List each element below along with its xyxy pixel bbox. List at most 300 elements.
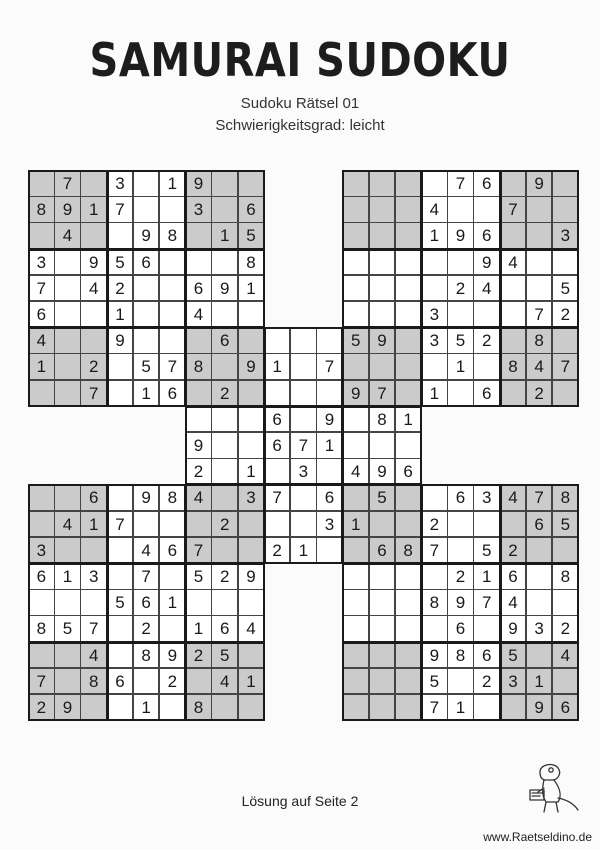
sudoku-cell[interactable]: [342, 170, 369, 197]
sudoku-cell[interactable]: 1: [473, 563, 500, 590]
sudoku-cell[interactable]: [80, 537, 107, 564]
sudoku-cell[interactable]: 6: [185, 275, 212, 302]
sudoku-cell[interactable]: [28, 170, 55, 197]
sudoku-cell[interactable]: 7: [369, 380, 396, 407]
sudoku-cell[interactable]: 9: [316, 406, 343, 433]
sudoku-cell[interactable]: [447, 537, 474, 564]
sudoku-cell[interactable]: [316, 327, 343, 354]
sudoku-cell[interactable]: [500, 170, 527, 197]
sudoku-cell[interactable]: [447, 301, 474, 328]
sudoku-cell[interactable]: 9: [80, 249, 107, 276]
sudoku-cell[interactable]: 4: [80, 642, 107, 669]
sudoku-cell[interactable]: 2: [159, 668, 186, 695]
sudoku-cell[interactable]: [28, 642, 55, 669]
sudoku-cell[interactable]: 3: [421, 327, 448, 354]
sudoku-cell[interactable]: 2: [421, 511, 448, 538]
sudoku-cell[interactable]: [80, 589, 107, 616]
sudoku-cell[interactable]: 5: [54, 615, 81, 642]
sudoku-cell[interactable]: 6: [369, 537, 396, 564]
sudoku-cell[interactable]: 1: [133, 380, 160, 407]
sudoku-cell[interactable]: [28, 589, 55, 616]
sudoku-cell[interactable]: 2: [447, 275, 474, 302]
sudoku-cell[interactable]: 8: [526, 327, 553, 354]
sudoku-cell[interactable]: [369, 511, 396, 538]
sudoku-cell[interactable]: [421, 563, 448, 590]
sudoku-cell[interactable]: 9: [238, 563, 265, 590]
sudoku-cell[interactable]: [238, 537, 265, 564]
sudoku-cell[interactable]: [447, 380, 474, 407]
sudoku-cell[interactable]: [54, 484, 81, 511]
sudoku-cell[interactable]: 2: [28, 694, 55, 721]
sudoku-cell[interactable]: 5: [342, 327, 369, 354]
sudoku-cell[interactable]: 6: [211, 327, 238, 354]
sudoku-cell[interactable]: 7: [552, 353, 579, 380]
sudoku-cell[interactable]: [159, 196, 186, 223]
sudoku-cell[interactable]: [369, 353, 396, 380]
sudoku-cell[interactable]: 1: [80, 511, 107, 538]
sudoku-cell[interactable]: 4: [473, 275, 500, 302]
sudoku-cell[interactable]: [395, 275, 422, 302]
sudoku-cell[interactable]: 9: [473, 249, 500, 276]
sudoku-cell[interactable]: 9: [342, 380, 369, 407]
sudoku-cell[interactable]: 5: [552, 275, 579, 302]
sudoku-cell[interactable]: [80, 694, 107, 721]
sudoku-cell[interactable]: [526, 563, 553, 590]
sudoku-cell[interactable]: [395, 353, 422, 380]
sudoku-cell[interactable]: [526, 589, 553, 616]
sudoku-cell[interactable]: [133, 327, 160, 354]
sudoku-cell[interactable]: [54, 301, 81, 328]
sudoku-cell[interactable]: 1: [54, 563, 81, 590]
sudoku-cell[interactable]: [421, 275, 448, 302]
sudoku-cell[interactable]: 1: [133, 694, 160, 721]
sudoku-cell[interactable]: [28, 380, 55, 407]
sudoku-cell[interactable]: [342, 615, 369, 642]
sudoku-cell[interactable]: 9: [159, 642, 186, 669]
sudoku-cell[interactable]: 7: [107, 196, 134, 223]
sudoku-cell[interactable]: 8: [185, 353, 212, 380]
sudoku-cell[interactable]: 8: [552, 484, 579, 511]
sudoku-cell[interactable]: 6: [552, 694, 579, 721]
sudoku-cell[interactable]: 2: [185, 642, 212, 669]
sudoku-cell[interactable]: [342, 537, 369, 564]
sudoku-cell[interactable]: [238, 327, 265, 354]
sudoku-cell[interactable]: 1: [316, 432, 343, 459]
sudoku-cell[interactable]: [342, 642, 369, 669]
sudoku-cell[interactable]: [369, 432, 396, 459]
sudoku-cell[interactable]: 4: [500, 249, 527, 276]
sudoku-cell[interactable]: [342, 196, 369, 223]
sudoku-cell[interactable]: [342, 589, 369, 616]
sudoku-cell[interactable]: 1: [238, 275, 265, 302]
sudoku-cell[interactable]: [290, 380, 317, 407]
sudoku-cell[interactable]: [185, 380, 212, 407]
sudoku-cell[interactable]: [369, 301, 396, 328]
sudoku-cell[interactable]: 3: [28, 249, 55, 276]
sudoku-cell[interactable]: 5: [238, 222, 265, 249]
sudoku-cell[interactable]: [290, 353, 317, 380]
sudoku-cell[interactable]: [159, 511, 186, 538]
sudoku-cell[interactable]: [342, 353, 369, 380]
sudoku-cell[interactable]: [211, 353, 238, 380]
sudoku-cell[interactable]: 8: [369, 406, 396, 433]
sudoku-cell[interactable]: [526, 537, 553, 564]
sudoku-cell[interactable]: [185, 406, 212, 433]
sudoku-cell[interactable]: [54, 249, 81, 276]
sudoku-cell[interactable]: 4: [133, 537, 160, 564]
sudoku-cell[interactable]: [552, 589, 579, 616]
sudoku-cell[interactable]: 1: [185, 615, 212, 642]
sudoku-cell[interactable]: 6: [264, 432, 291, 459]
sudoku-cell[interactable]: [421, 353, 448, 380]
sudoku-cell[interactable]: 4: [211, 668, 238, 695]
sudoku-cell[interactable]: 9: [238, 353, 265, 380]
sudoku-cell[interactable]: 6: [473, 642, 500, 669]
sudoku-cell[interactable]: [107, 563, 134, 590]
sudoku-cell[interactable]: 1: [447, 694, 474, 721]
sudoku-cell[interactable]: 5: [107, 589, 134, 616]
sudoku-cell[interactable]: [264, 380, 291, 407]
sudoku-cell[interactable]: [369, 642, 396, 669]
sudoku-cell[interactable]: 9: [526, 170, 553, 197]
sudoku-cell[interactable]: 9: [133, 222, 160, 249]
sudoku-cell[interactable]: [473, 301, 500, 328]
sudoku-cell[interactable]: [342, 301, 369, 328]
sudoku-cell[interactable]: [185, 249, 212, 276]
sudoku-cell[interactable]: [264, 327, 291, 354]
sudoku-cell[interactable]: 8: [238, 249, 265, 276]
sudoku-cell[interactable]: 8: [159, 222, 186, 249]
sudoku-cell[interactable]: [211, 537, 238, 564]
sudoku-cell[interactable]: 3: [316, 511, 343, 538]
sudoku-cell[interactable]: [159, 301, 186, 328]
sudoku-cell[interactable]: 9: [526, 694, 553, 721]
sudoku-cell[interactable]: [316, 380, 343, 407]
sudoku-cell[interactable]: 1: [159, 589, 186, 616]
sudoku-cell[interactable]: 7: [421, 694, 448, 721]
sudoku-cell[interactable]: 9: [133, 484, 160, 511]
sudoku-cell[interactable]: [290, 406, 317, 433]
sudoku-cell[interactable]: [447, 511, 474, 538]
sudoku-cell[interactable]: 7: [421, 537, 448, 564]
sudoku-cell[interactable]: 1: [80, 196, 107, 223]
sudoku-cell[interactable]: [342, 275, 369, 302]
sudoku-cell[interactable]: [395, 484, 422, 511]
sudoku-cell[interactable]: 3: [107, 170, 134, 197]
sudoku-cell[interactable]: 5: [552, 511, 579, 538]
sudoku-cell[interactable]: [238, 589, 265, 616]
sudoku-cell[interactable]: 2: [552, 615, 579, 642]
sudoku-cell[interactable]: [133, 511, 160, 538]
sudoku-cell[interactable]: 6: [238, 196, 265, 223]
sudoku-cell[interactable]: [107, 694, 134, 721]
sudoku-cell[interactable]: [159, 327, 186, 354]
sudoku-cell[interactable]: [211, 301, 238, 328]
sudoku-cell[interactable]: [526, 249, 553, 276]
sudoku-cell[interactable]: 4: [421, 196, 448, 223]
sudoku-cell[interactable]: 7: [500, 196, 527, 223]
sudoku-cell[interactable]: [369, 668, 396, 695]
sudoku-cell[interactable]: [80, 301, 107, 328]
sudoku-cell[interactable]: [133, 170, 160, 197]
sudoku-cell[interactable]: 6: [473, 222, 500, 249]
sudoku-cell[interactable]: 7: [290, 432, 317, 459]
sudoku-cell[interactable]: 3: [473, 484, 500, 511]
sudoku-cell[interactable]: [473, 196, 500, 223]
sudoku-cell[interactable]: [238, 432, 265, 459]
sudoku-cell[interactable]: [238, 511, 265, 538]
sudoku-cell[interactable]: 5: [473, 537, 500, 564]
sudoku-cell[interactable]: [133, 301, 160, 328]
sudoku-cell[interactable]: [500, 327, 527, 354]
sudoku-cell[interactable]: 5: [185, 563, 212, 590]
sudoku-cell[interactable]: 5: [133, 353, 160, 380]
sudoku-cell[interactable]: 1: [421, 380, 448, 407]
sudoku-cell[interactable]: 7: [159, 353, 186, 380]
sudoku-cell[interactable]: [238, 694, 265, 721]
sudoku-cell[interactable]: [211, 589, 238, 616]
sudoku-cell[interactable]: 4: [54, 222, 81, 249]
sudoku-cell[interactable]: 9: [185, 432, 212, 459]
sudoku-cell[interactable]: 4: [238, 615, 265, 642]
sudoku-cell[interactable]: 7: [28, 668, 55, 695]
sudoku-cell[interactable]: 7: [316, 353, 343, 380]
sudoku-cell[interactable]: [159, 275, 186, 302]
sudoku-cell[interactable]: [238, 406, 265, 433]
sudoku-cell[interactable]: 6: [133, 589, 160, 616]
sudoku-cell[interactable]: [447, 668, 474, 695]
sudoku-cell[interactable]: 2: [552, 301, 579, 328]
sudoku-cell[interactable]: 1: [211, 222, 238, 249]
sudoku-cell[interactable]: [421, 170, 448, 197]
sudoku-cell[interactable]: [552, 170, 579, 197]
sudoku-cell[interactable]: [395, 327, 422, 354]
sudoku-cell[interactable]: 5: [500, 642, 527, 669]
sudoku-cell[interactable]: [369, 589, 396, 616]
sudoku-cell[interactable]: 3: [290, 458, 317, 485]
sudoku-cell[interactable]: 7: [80, 380, 107, 407]
sudoku-cell[interactable]: [211, 406, 238, 433]
sudoku-cell[interactable]: 6: [28, 301, 55, 328]
sudoku-cell[interactable]: 6: [447, 484, 474, 511]
sudoku-cell[interactable]: [54, 537, 81, 564]
sudoku-cell[interactable]: [552, 327, 579, 354]
sudoku-cell[interactable]: 6: [107, 668, 134, 695]
sudoku-cell[interactable]: [290, 511, 317, 538]
sudoku-cell[interactable]: 2: [500, 537, 527, 564]
sudoku-cell[interactable]: [369, 222, 396, 249]
sudoku-cell[interactable]: [211, 694, 238, 721]
sudoku-cell[interactable]: [342, 222, 369, 249]
sudoku-cell[interactable]: 4: [185, 484, 212, 511]
sudoku-cell[interactable]: [552, 668, 579, 695]
sudoku-cell[interactable]: [185, 668, 212, 695]
sudoku-cell[interactable]: 9: [54, 694, 81, 721]
sudoku-cell[interactable]: 4: [80, 275, 107, 302]
website-credit[interactable]: www.Raetseldino.de: [483, 830, 592, 844]
sudoku-cell[interactable]: 7: [185, 537, 212, 564]
sudoku-cell[interactable]: 2: [211, 563, 238, 590]
sudoku-cell[interactable]: [28, 222, 55, 249]
sudoku-cell[interactable]: 6: [395, 458, 422, 485]
sudoku-cell[interactable]: 6: [500, 563, 527, 590]
sudoku-cell[interactable]: [552, 196, 579, 223]
sudoku-cell[interactable]: [54, 327, 81, 354]
sudoku-cell[interactable]: 6: [264, 406, 291, 433]
sudoku-cell[interactable]: 1: [264, 353, 291, 380]
sudoku-cell[interactable]: [211, 249, 238, 276]
sudoku-cell[interactable]: [395, 380, 422, 407]
sudoku-cell[interactable]: 1: [395, 406, 422, 433]
sudoku-cell[interactable]: [211, 170, 238, 197]
sudoku-cell[interactable]: [159, 563, 186, 590]
sudoku-cell[interactable]: 7: [133, 563, 160, 590]
sudoku-cell[interactable]: [316, 537, 343, 564]
sudoku-cell[interactable]: 7: [107, 511, 134, 538]
sudoku-cell[interactable]: 7: [447, 170, 474, 197]
sudoku-cell[interactable]: [552, 380, 579, 407]
sudoku-cell[interactable]: [342, 249, 369, 276]
sudoku-cell[interactable]: [54, 275, 81, 302]
sudoku-cell[interactable]: [133, 275, 160, 302]
sudoku-cell[interactable]: 7: [54, 170, 81, 197]
sudoku-cell[interactable]: 3: [421, 301, 448, 328]
sudoku-cell[interactable]: 8: [80, 668, 107, 695]
sudoku-cell[interactable]: [526, 222, 553, 249]
sudoku-cell[interactable]: [395, 249, 422, 276]
sudoku-cell[interactable]: [342, 563, 369, 590]
sudoku-cell[interactable]: 7: [526, 301, 553, 328]
sudoku-cell[interactable]: 1: [238, 458, 265, 485]
sudoku-cell[interactable]: [369, 694, 396, 721]
sudoku-cell[interactable]: 2: [211, 511, 238, 538]
sudoku-cell[interactable]: 3: [28, 537, 55, 564]
sudoku-cell[interactable]: [526, 642, 553, 669]
sudoku-cell[interactable]: 6: [159, 380, 186, 407]
sudoku-cell[interactable]: [342, 694, 369, 721]
sudoku-cell[interactable]: 2: [80, 353, 107, 380]
sudoku-cell[interactable]: 1: [238, 668, 265, 695]
sudoku-cell[interactable]: 1: [290, 537, 317, 564]
sudoku-cell[interactable]: [369, 249, 396, 276]
sudoku-cell[interactable]: 6: [526, 511, 553, 538]
sudoku-cell[interactable]: [107, 537, 134, 564]
sudoku-cell[interactable]: [54, 589, 81, 616]
sudoku-cell[interactable]: [395, 301, 422, 328]
sudoku-cell[interactable]: 6: [28, 563, 55, 590]
sudoku-cell[interactable]: [421, 484, 448, 511]
sudoku-cell[interactable]: [500, 275, 527, 302]
sudoku-cell[interactable]: 5: [447, 327, 474, 354]
sudoku-cell[interactable]: [369, 563, 396, 590]
sudoku-cell[interactable]: 5: [369, 484, 396, 511]
sudoku-cell[interactable]: [28, 511, 55, 538]
sudoku-cell[interactable]: [133, 196, 160, 223]
sudoku-cell[interactable]: [500, 511, 527, 538]
sudoku-cell[interactable]: 8: [500, 353, 527, 380]
sudoku-cell[interactable]: 8: [185, 694, 212, 721]
sudoku-cell[interactable]: 8: [28, 615, 55, 642]
sudoku-cell[interactable]: [185, 589, 212, 616]
sudoku-cell[interactable]: 1: [159, 170, 186, 197]
sudoku-cell[interactable]: 7: [28, 275, 55, 302]
sudoku-cell[interactable]: 2: [264, 537, 291, 564]
sudoku-cell[interactable]: 9: [211, 275, 238, 302]
sudoku-cell[interactable]: 4: [500, 484, 527, 511]
sudoku-cell[interactable]: [80, 170, 107, 197]
sudoku-cell[interactable]: [421, 615, 448, 642]
sudoku-cell[interactable]: [238, 170, 265, 197]
sudoku-cell[interactable]: 4: [526, 353, 553, 380]
sudoku-cell[interactable]: 3: [526, 615, 553, 642]
sudoku-cell[interactable]: 2: [185, 458, 212, 485]
sudoku-cell[interactable]: [80, 327, 107, 354]
sudoku-cell[interactable]: [342, 432, 369, 459]
sudoku-cell[interactable]: [395, 642, 422, 669]
sudoku-cell[interactable]: [552, 249, 579, 276]
sudoku-cell[interactable]: [54, 642, 81, 669]
sudoku-cell[interactable]: [290, 327, 317, 354]
sudoku-cell[interactable]: 5: [107, 249, 134, 276]
sudoku-cell[interactable]: [54, 353, 81, 380]
sudoku-cell[interactable]: [211, 196, 238, 223]
sudoku-cell[interactable]: [159, 249, 186, 276]
sudoku-cell[interactable]: 6: [211, 615, 238, 642]
sudoku-cell[interactable]: [264, 511, 291, 538]
sudoku-cell[interactable]: [211, 484, 238, 511]
sudoku-cell[interactable]: 8: [421, 589, 448, 616]
sudoku-cell[interactable]: 6: [447, 615, 474, 642]
sudoku-cell[interactable]: [421, 249, 448, 276]
sudoku-cell[interactable]: [473, 511, 500, 538]
sudoku-cell[interactable]: 1: [342, 511, 369, 538]
sudoku-cell[interactable]: [447, 196, 474, 223]
sudoku-cell[interactable]: [342, 406, 369, 433]
sudoku-cell[interactable]: [395, 170, 422, 197]
sudoku-cell[interactable]: 7: [264, 484, 291, 511]
sudoku-cell[interactable]: 9: [54, 196, 81, 223]
sudoku-cell[interactable]: 2: [526, 380, 553, 407]
sudoku-cell[interactable]: [342, 668, 369, 695]
sudoku-cell[interactable]: [159, 694, 186, 721]
sudoku-cell[interactable]: [107, 380, 134, 407]
sudoku-cell[interactable]: 9: [447, 222, 474, 249]
sudoku-cell[interactable]: [107, 615, 134, 642]
sudoku-cell[interactable]: 2: [473, 668, 500, 695]
sudoku-cell[interactable]: 9: [369, 458, 396, 485]
sudoku-cell[interactable]: [211, 432, 238, 459]
sudoku-cell[interactable]: 5: [211, 642, 238, 669]
sudoku-cell[interactable]: 2: [473, 327, 500, 354]
sudoku-cell[interactable]: [185, 222, 212, 249]
sudoku-cell[interactable]: [500, 301, 527, 328]
sudoku-cell[interactable]: 3: [552, 222, 579, 249]
sudoku-cell[interactable]: 4: [54, 511, 81, 538]
sudoku-cell[interactable]: [395, 589, 422, 616]
sudoku-cell[interactable]: [54, 380, 81, 407]
sudoku-cell[interactable]: 6: [473, 170, 500, 197]
sudoku-cell[interactable]: 9: [107, 327, 134, 354]
sudoku-cell[interactable]: [395, 511, 422, 538]
sudoku-cell[interactable]: [107, 222, 134, 249]
sudoku-cell[interactable]: [107, 642, 134, 669]
sudoku-cell[interactable]: 2: [133, 615, 160, 642]
sudoku-cell[interactable]: 2: [107, 275, 134, 302]
sudoku-cell[interactable]: [500, 222, 527, 249]
sudoku-cell[interactable]: [526, 275, 553, 302]
sudoku-cell[interactable]: 7: [526, 484, 553, 511]
sudoku-cell[interactable]: [185, 511, 212, 538]
